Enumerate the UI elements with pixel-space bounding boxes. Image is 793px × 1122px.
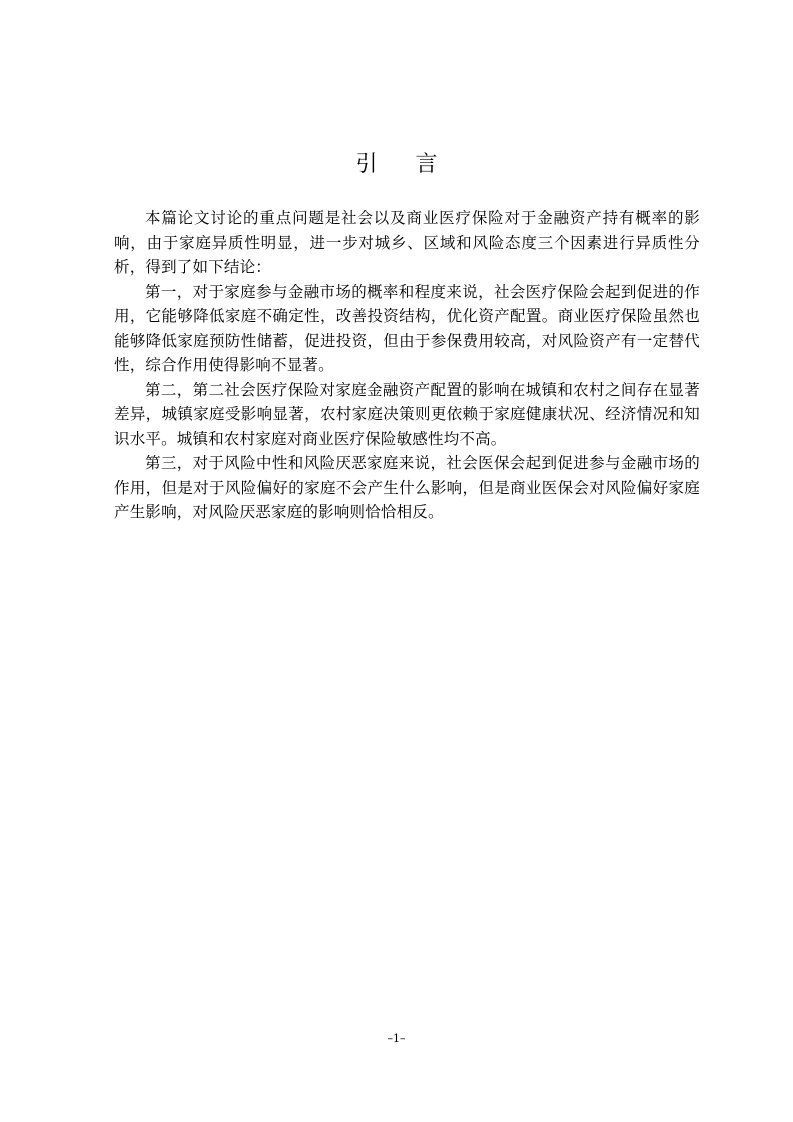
body-text <box>114 206 700 525</box>
paragraph-intro: 本篇论文讨论的重点问题是社会以及商业医疗保险对于金融资产持有概率的影响，由于家庭异质性明显，进一步对城乡、区域和风险态度三个因素进行异质性分析，得到了如下结论： <box>114 209 700 276</box>
page-number: –1– <box>387 1032 406 1045</box>
paragraph-third-conclusion: 第三，对于风险中性和风险厌恶家庭来说，社会医保会起到促进参与金融市场的作用，但是对于风险偏好的家庭不会产生什么影响，但是商业医保会对风险偏好家庭产生影响，对风险厌恶家庭的影响则恰恰相反。 <box>114 454 700 521</box>
paragraph-second-conclusion: 第二，第二社会医疗保险对家庭金融资产配置的影响在城镇和农村之间存在显著差异，城镇家庭受影响显著，农村家庭决策则更依赖于家庭健康状况、经济情况和知识水平。城镇和农村家庭对商业医疗保险敏感性均不高。 <box>114 380 700 448</box>
paragraph-first-conclusion: 第一，对于家庭参与金融市场的概率和程度来说，社会医疗保险会起到促进的作用，它能够降低家庭不确定性，改善投资结构，优化资产配置。商业医疗保险虽然也能够降低家庭预防性储蓄，促进投资，但由于参保费用较高，对风险资产有一定替代性，综合作用使得影响不显著。 <box>114 282 700 374</box>
page-title: 引言 <box>355 152 476 177</box>
